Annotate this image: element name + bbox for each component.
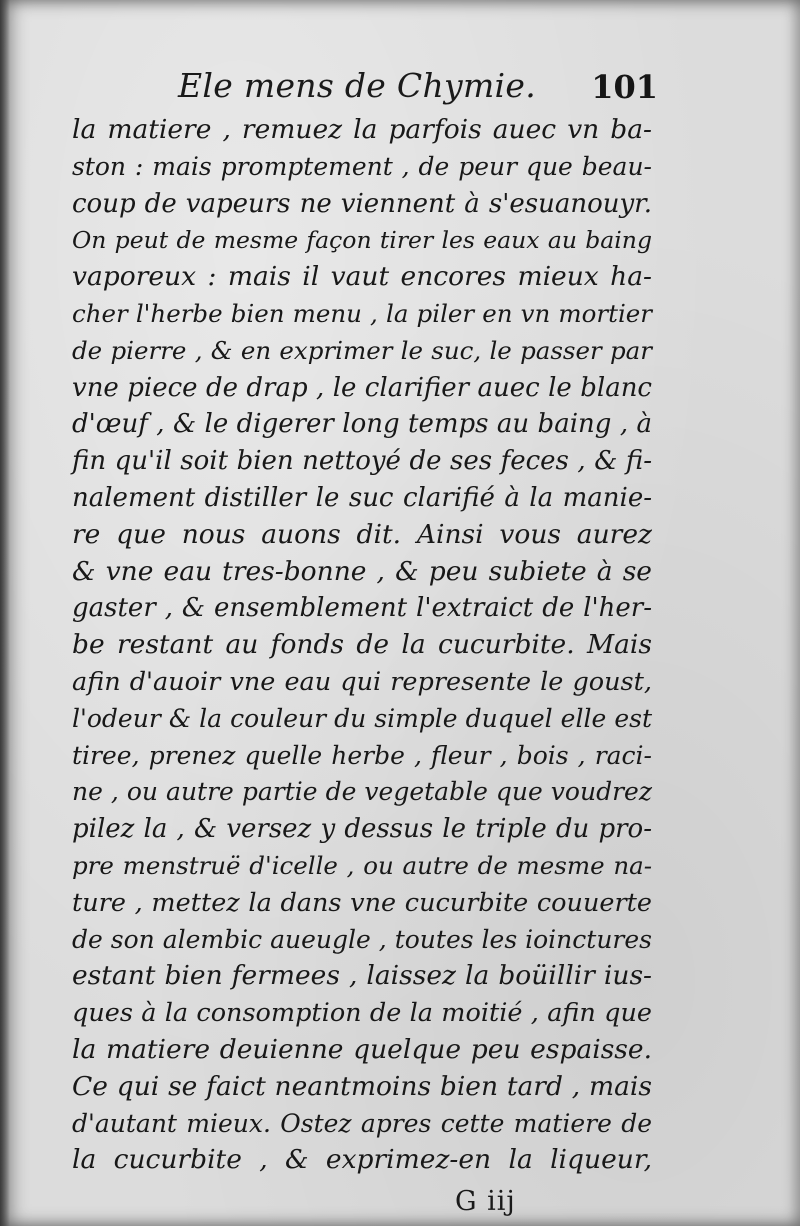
text-line: fin qu'il soit bien nettoyé de ses feces , & fi- xyxy=(72,446,652,477)
running-head-title: Ele mens de Chymie. xyxy=(178,66,537,105)
text-line: pilez la , & versez y dessus le triple du pro- xyxy=(72,814,652,845)
text-line: estant bien fermees , laissez la boüillir ius- xyxy=(72,960,652,992)
text-line: vne piece de drap , le clarifier auec le blanc xyxy=(72,372,652,403)
text-line: & vne eau tres-bonne , & peu subiete à se xyxy=(72,555,652,587)
text-line: la matiere deuienne quelque peu espaisse. xyxy=(72,1033,652,1065)
signature-mark: G iij xyxy=(455,1186,516,1217)
text-line: la matiere , remuez la parfois auec vn ba- xyxy=(72,114,652,145)
text-line: re que nous auons dit. Ainsi vous aurez xyxy=(72,518,652,550)
gutter-shadow xyxy=(0,0,10,1226)
text-line: gaster , & ensemblement l'extraict de l'her- xyxy=(72,593,652,624)
text-line: vaporeux : mais il vaut encores mieux ha- xyxy=(72,261,652,293)
text-line: ston : mais promptement , de peur que beau- xyxy=(72,151,652,181)
text-line: coup de vapeurs ne viennent à s'esuanouyr. xyxy=(72,188,652,219)
text-line: d'œuf , & le digerer long temps au baing , à xyxy=(72,409,652,440)
text-line: be restant au fonds de la cucurbite. Mais xyxy=(72,629,652,661)
text-line: Ce qui se faict neantmoins bien tard , mais xyxy=(72,1070,652,1102)
text-line: On peut de mesme façon tirer les eaux au baing xyxy=(72,226,652,255)
text-line: pre menstruë d'icelle , ou autre de mesme na- xyxy=(72,850,652,880)
text-line: ques à la consomption de la moitié , afin que xyxy=(72,998,652,1029)
text-line: l'odeur & la couleur du simple duquel elle est xyxy=(72,703,652,733)
text-line: tiree, prenez quelle herbe , fleur , bois , raci- xyxy=(72,740,652,770)
text-line: nalement distiller le suc clarifié à la manie- xyxy=(72,482,652,513)
body-text xyxy=(72,112,652,1179)
running-head xyxy=(178,66,658,114)
text-line: de son alembic aueugle , toutes les ioinctures xyxy=(72,924,652,954)
text-line: afin d'auoir vne eau qui represente le goust, xyxy=(72,666,652,697)
text-line: cher l'herbe bien menu , la piler en vn mortier xyxy=(72,298,652,328)
text-line: la cucurbite , & exprimez-en la liqueur, xyxy=(72,1144,652,1176)
text-line: ne , ou autre partie de vegetable que voudrez xyxy=(72,777,652,807)
text-line: d'autant mieux. Ostez apres cette matiere de xyxy=(72,1108,652,1138)
text-line: ture , mettez la dans vne cucurbite couuerte xyxy=(72,887,652,918)
text-line: de pierre , & en exprimer le suc, le passer par xyxy=(72,335,652,365)
page-number: 101 xyxy=(591,68,658,106)
